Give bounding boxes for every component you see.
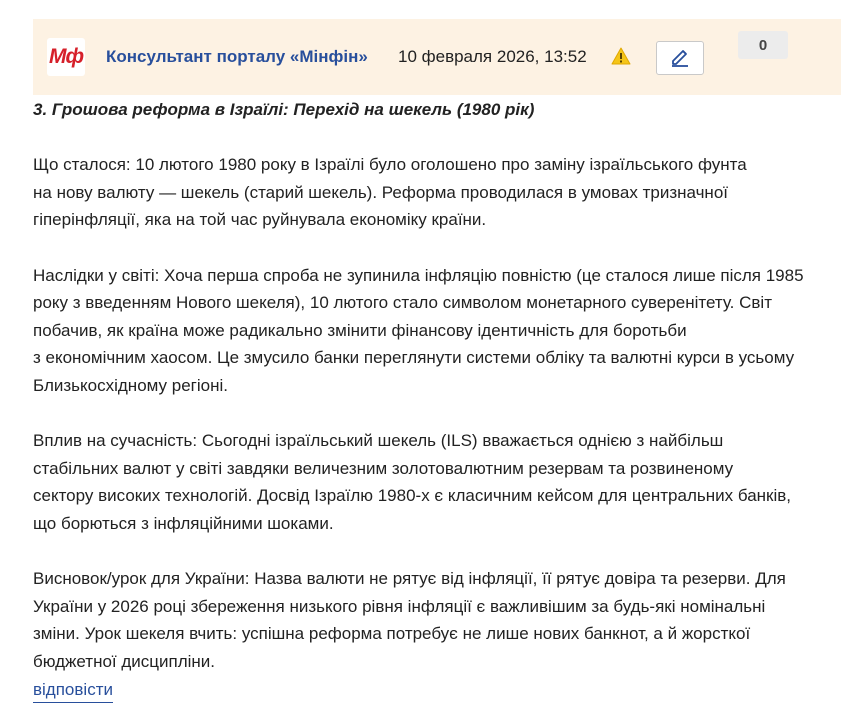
paragraph-line: гіперінфляції, яка на той час руйнувала економіку країни. — [33, 210, 487, 230]
paragraph-line: стабільних валют у світі завдяки величезним золотовалютним резервам та розвиненому — [33, 458, 734, 478]
reply-link[interactable]: відповісти — [33, 678, 113, 703]
paragraph-line: Наслідки у світі: Хоча перша спроба не зупинила інфляцію повністю (це сталося лише після 1985 — [33, 265, 804, 285]
paragraph-line: побачив, як країна може радикально змінити фінансову ідентичність для боротьби — [33, 320, 687, 340]
comment-body — [33, 96, 841, 675]
comment-header — [33, 19, 841, 95]
paragraph-line: України у 2026 році збереження низького рівня інфляції є важливішим за будь-які номінальні — [33, 596, 766, 616]
spacer — [33, 124, 841, 152]
pencil-icon — [669, 45, 691, 72]
author-name[interactable]: Консультант порталу «Мінфін» — [106, 47, 368, 66]
spacer — [33, 400, 841, 428]
paragraph-line: зміни. Урок шекеля вчить: успішна реформа потребує не лише нових банкнот, а й жорсткої — [33, 624, 751, 644]
paragraph-modern-impact — [33, 427, 841, 537]
warning-icon[interactable] — [611, 46, 631, 66]
paragraph-line: Що сталося: 10 лютого 1980 року в Ізраїлі було оголошено про заміну ізраїльського фунта — [33, 155, 747, 175]
comment-date: 10 февраля 2026, 13:52 — [398, 47, 587, 66]
spacer — [33, 234, 841, 262]
paragraph-what-happened — [33, 151, 841, 234]
minfin-logo: Мф — [47, 38, 85, 76]
vote-counter[interactable]: 0 — [738, 31, 788, 59]
paragraph-line: Близькосхідному регіоні. — [33, 375, 228, 395]
paragraph-line: сектору високих технологій. Досвід Ізраїлю 1980-х є класичним кейсом для центральних банків, — [33, 486, 792, 506]
paragraph-conclusion — [33, 565, 841, 675]
paragraph-line: бюджетної дисципліни. — [33, 651, 216, 671]
spacer — [33, 538, 841, 566]
paragraph-line: Вплив на сучасність: Сьогодні ізраїльський шекель (ILS) вважається однією з найбільш — [33, 431, 724, 451]
paragraph-line: Висновок/урок для України: Назва валюти не рятує від інфляції, її рятує довіра та резерви. Для — [33, 569, 786, 589]
comment-heading: 3. Грошова реформа в Ізраїлі: Перехід на шекель (1980 рік) — [33, 100, 535, 119]
paragraph-line: на нову валюту — шекель (старий шекель). Реформа проводилася в умовах тризначної — [33, 182, 728, 202]
paragraph-line: з економічним хаосом. Це змусило банки переглянути системи обліку та валютні курси в усьому — [33, 348, 795, 368]
paragraph-consequences — [33, 262, 841, 400]
paragraph-line: року з введенням Нового шекеля), 10 лютого стало символом монетарного суверенітету. Світ — [33, 293, 772, 313]
paragraph-line: що борються з інфляційними шоками. — [33, 513, 334, 533]
edit-button[interactable] — [656, 41, 704, 75]
